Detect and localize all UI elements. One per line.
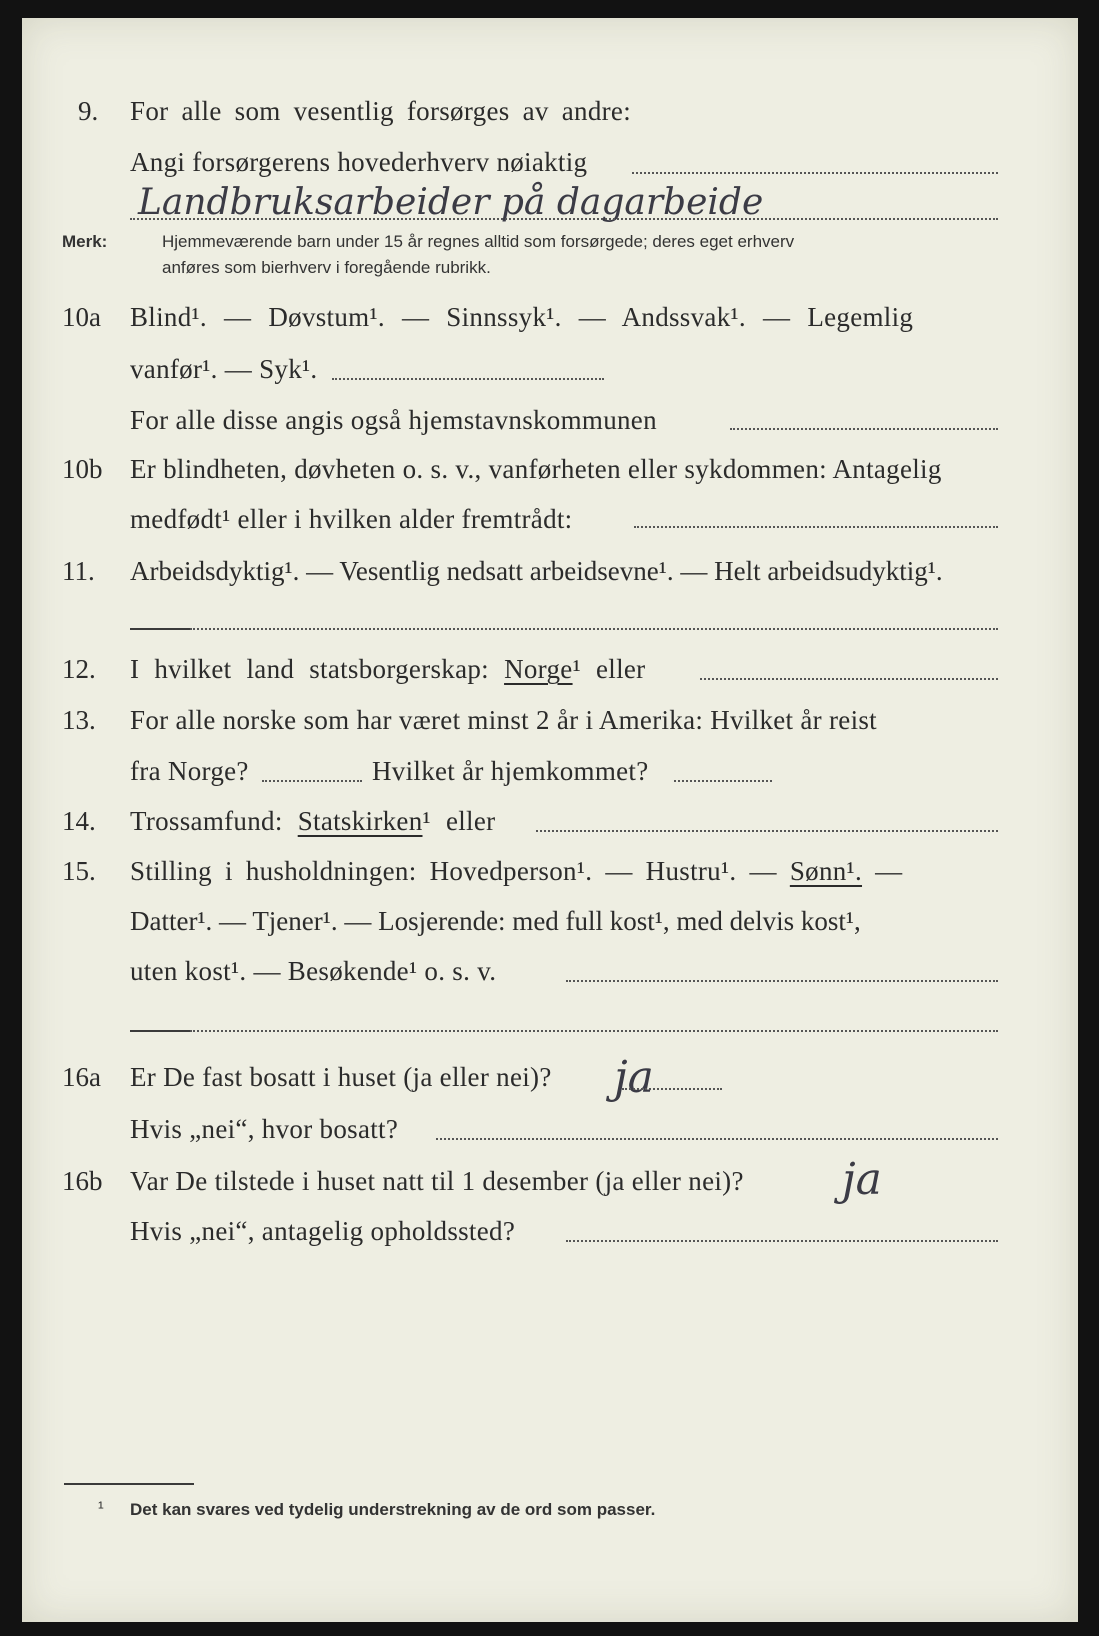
q16b-handwritten-answer: ja [842, 1154, 882, 1205]
q13-line1: For alle norske som har været minst 2 år i Amerika: Hvilket år reist [130, 705, 877, 735]
q13-hjemkommet-line [674, 780, 772, 782]
q13-line2a: fra Norge? [130, 756, 249, 786]
q13-reist-line [262, 780, 362, 782]
q16b-line2: Hvis „nei“, antagelig opholdssted? [130, 1216, 516, 1246]
q14-fill-line [536, 830, 998, 832]
q15-underline-mark [130, 1030, 190, 1032]
q11-line1: Arbeidsdyktig¹. — Vesentlig nedsatt arbeidsevne¹. — Helt arbeidsudyktig¹. [130, 556, 943, 586]
q10b-number: 10b [62, 454, 103, 484]
q14-text [130, 806, 495, 837]
q15-line1 [130, 856, 902, 887]
q10b-fill-line [634, 526, 998, 528]
q9-line2: Angi forsørgerens hovederhverv nøiaktig [130, 147, 588, 177]
q10a-line3: For alle disse angis også hjemstavnskommunen [130, 405, 657, 435]
footnote-rule [64, 1483, 194, 1485]
q15-number: 15. [62, 856, 96, 886]
q15-underlined-answer: Sønn¹. [789, 856, 863, 886]
q12-underlined-answer: Norge [504, 654, 573, 684]
q16b-number: 16b [62, 1166, 103, 1196]
q11-answer-line [190, 628, 998, 630]
q16a-line1: Er De fast bosatt i huset (ja eller nei)? [130, 1062, 552, 1092]
q15-fill-line [566, 980, 998, 982]
q10b-line2: medfødt¹ eller i hvilken alder fremtrådt: [130, 504, 573, 534]
q9-fill-line [632, 172, 998, 174]
q15-line3: uten kost¹. — Besøkende¹ o. s. v. [130, 956, 497, 986]
q15-line2: Datter¹. — Tjener¹. — Losjerende: med full kost¹, med delvis kost¹, [130, 906, 861, 936]
q16a-bosatt-line [436, 1138, 998, 1140]
q12-suffix: ¹ eller [572, 654, 646, 684]
q9-answer-line [130, 218, 998, 220]
footnote-mark: ¹ [98, 1498, 104, 1517]
q13-number: 13. [62, 705, 96, 735]
merk-line1: Hjemmeværende barn under 15 år regnes alltid som forsørgede; deres eget erhverv [162, 232, 795, 251]
q16a-fill-line [622, 1088, 722, 1090]
q9-line1: For alle som vesentlig forsørges av andre: [130, 96, 631, 126]
q10a-line2: vanfør¹. — Syk¹. [130, 354, 318, 384]
q16b-opholdssted-line [566, 1240, 998, 1242]
q10b-line1: Er blindheten, døvheten o. s. v., vanførheten eller sykdommen: Antagelig [130, 454, 942, 484]
q11-underline-mark [130, 628, 190, 630]
q15-answer-line [190, 1030, 998, 1032]
q15-line1b: — [875, 856, 903, 886]
q11-number: 11. [62, 556, 95, 586]
q16a-handwritten-answer: ja [614, 1052, 654, 1103]
q14-number: 14. [62, 806, 96, 836]
q16a-number: 16a [62, 1062, 101, 1092]
q10a-number: 10a [62, 302, 101, 332]
q16a-line2: Hvis „nei“, hvor bosatt? [130, 1114, 399, 1144]
q15-line1a: Stilling i husholdningen: Hovedperson¹. — Hustru¹. — [130, 856, 777, 886]
q12-prefix: I hvilket land statsborgerskap: [130, 654, 489, 684]
merk-label: Merk: [62, 232, 108, 251]
q10a-syk-line [332, 378, 604, 380]
q12-number: 12. [62, 654, 96, 684]
q9-number: 9. [78, 96, 99, 126]
q14-suffix: ¹ eller [422, 806, 496, 836]
footnote-text: Det kan svares ved tydelig understrekning av de ord som passer. [130, 1500, 656, 1519]
q16b-line1: Var De tilstede i huset natt til 1 desember (ja eller nei)? [130, 1166, 744, 1196]
q14-underlined-answer: Statskirken [297, 806, 423, 836]
q12-fill-line [700, 678, 998, 680]
merk-line2: anføres som bierhverv i foregående rubrikk. [162, 258, 491, 277]
q12-text [130, 654, 645, 685]
q13-line2b: Hvilket år hjemkommet? [372, 756, 649, 786]
q14-prefix: Trossamfund: [130, 806, 283, 836]
q9-handwritten-answer: Landbruksarbeider på dagarbeide [138, 182, 764, 223]
q10a-kommune-line [730, 428, 998, 430]
q10a-line1: Blind¹. — Døvstum¹. — Sinnssyk¹. — Andssvak¹. — Legemlig [130, 302, 914, 332]
